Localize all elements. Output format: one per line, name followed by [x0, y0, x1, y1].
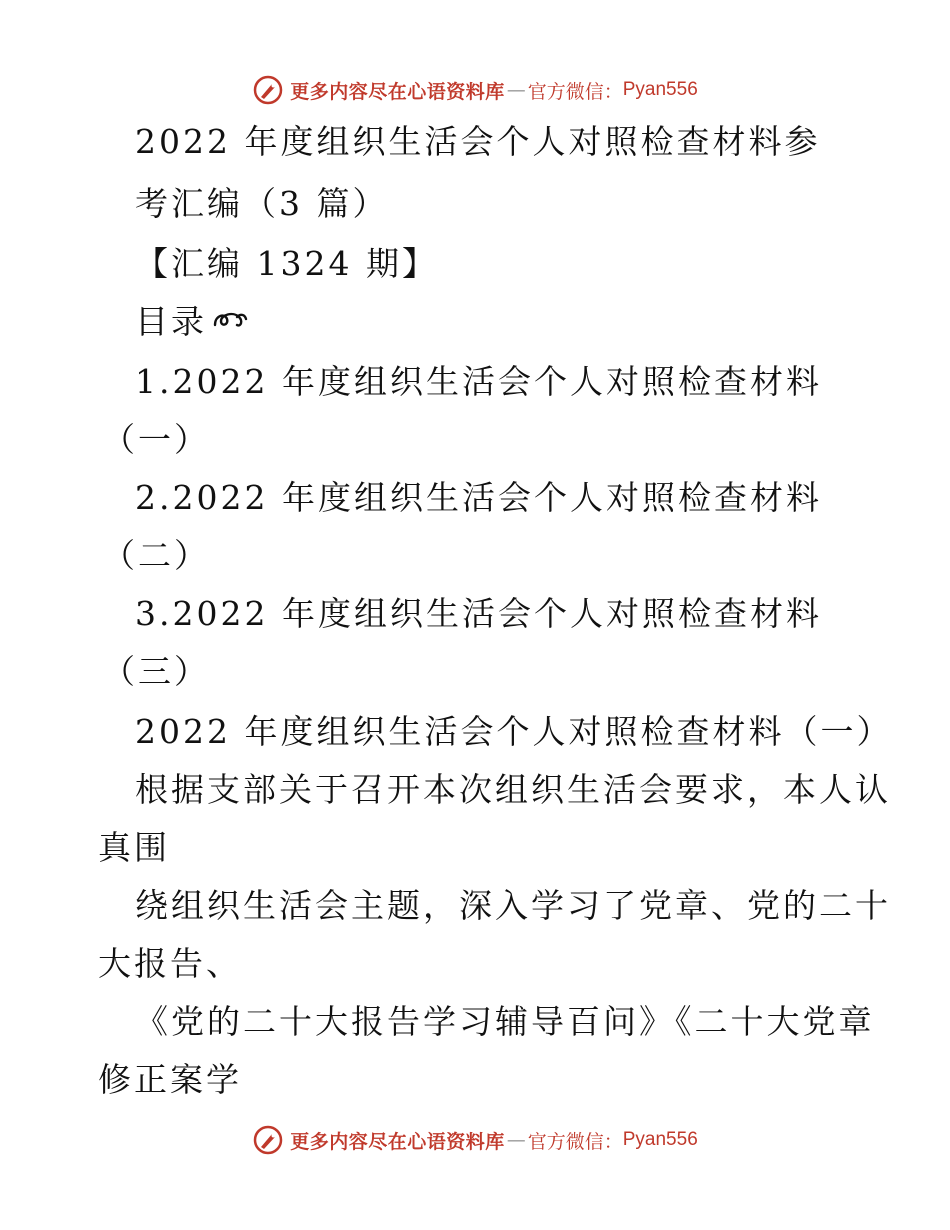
footer-dash: — — [506, 1129, 526, 1151]
toc-item-1-suffix: （一） — [102, 420, 210, 459]
banner-brand-text: 更多内容尽在心语资料库 — [290, 80, 505, 103]
toc-item-2-suffix: （二） — [102, 536, 210, 575]
footer-wechat-label: 官方微信： — [527, 1130, 623, 1153]
fountain-pen-logo-icon — [252, 74, 284, 106]
footer-brand-text: 更多内容尽在心语资料库 — [290, 1130, 505, 1153]
document-title-line-1: 2022 年度组织生活会个人对照检查材料参 — [135, 122, 821, 161]
fountain-pen-logo-icon — [252, 1124, 284, 1156]
ornament-curl-icon — [211, 307, 249, 333]
section-title: 2022 年度组织生活会个人对照检查材料（一） — [135, 712, 893, 751]
paragraph-line-4: 大报告、 — [98, 944, 242, 983]
banner-wechat-id: Pyan556 — [622, 79, 698, 100]
toc-item-3-suffix: （三） — [102, 652, 210, 691]
banner-dash: — — [506, 79, 526, 101]
header-banner — [0, 70, 950, 110]
paragraph-line-1: 根据支部关于召开本次组织生活会要求，本人认 — [135, 770, 891, 809]
toc-item-2: 2.2022 年度组织生活会个人对照检查材料 — [135, 478, 822, 517]
toc-label: 目录 — [135, 302, 207, 341]
document-title-line-2: 考汇编（3 篇） — [135, 184, 389, 223]
document-issue-number: 【汇编 1324 期】 — [135, 244, 438, 283]
paragraph-line-2: 真围 — [98, 828, 170, 867]
banner-wechat-label: 官方微信： — [527, 80, 623, 103]
toc-heading — [135, 302, 249, 342]
paragraph-line-3: 绕组织生活会主题，深入学习了党章、党的二十 — [135, 886, 891, 925]
paragraph-line-6: 修正案学 — [98, 1060, 242, 1099]
footer-wechat-id: Pyan556 — [622, 1129, 698, 1150]
paragraph-line-5: 《党的二十大报告学习辅导百问》《二十大党章 — [135, 1002, 875, 1041]
toc-item-3: 3.2022 年度组织生活会个人对照检查材料 — [135, 594, 822, 633]
footer-banner — [0, 1120, 950, 1160]
toc-item-1: 1.2022 年度组织生活会个人对照检查材料 — [135, 362, 822, 401]
